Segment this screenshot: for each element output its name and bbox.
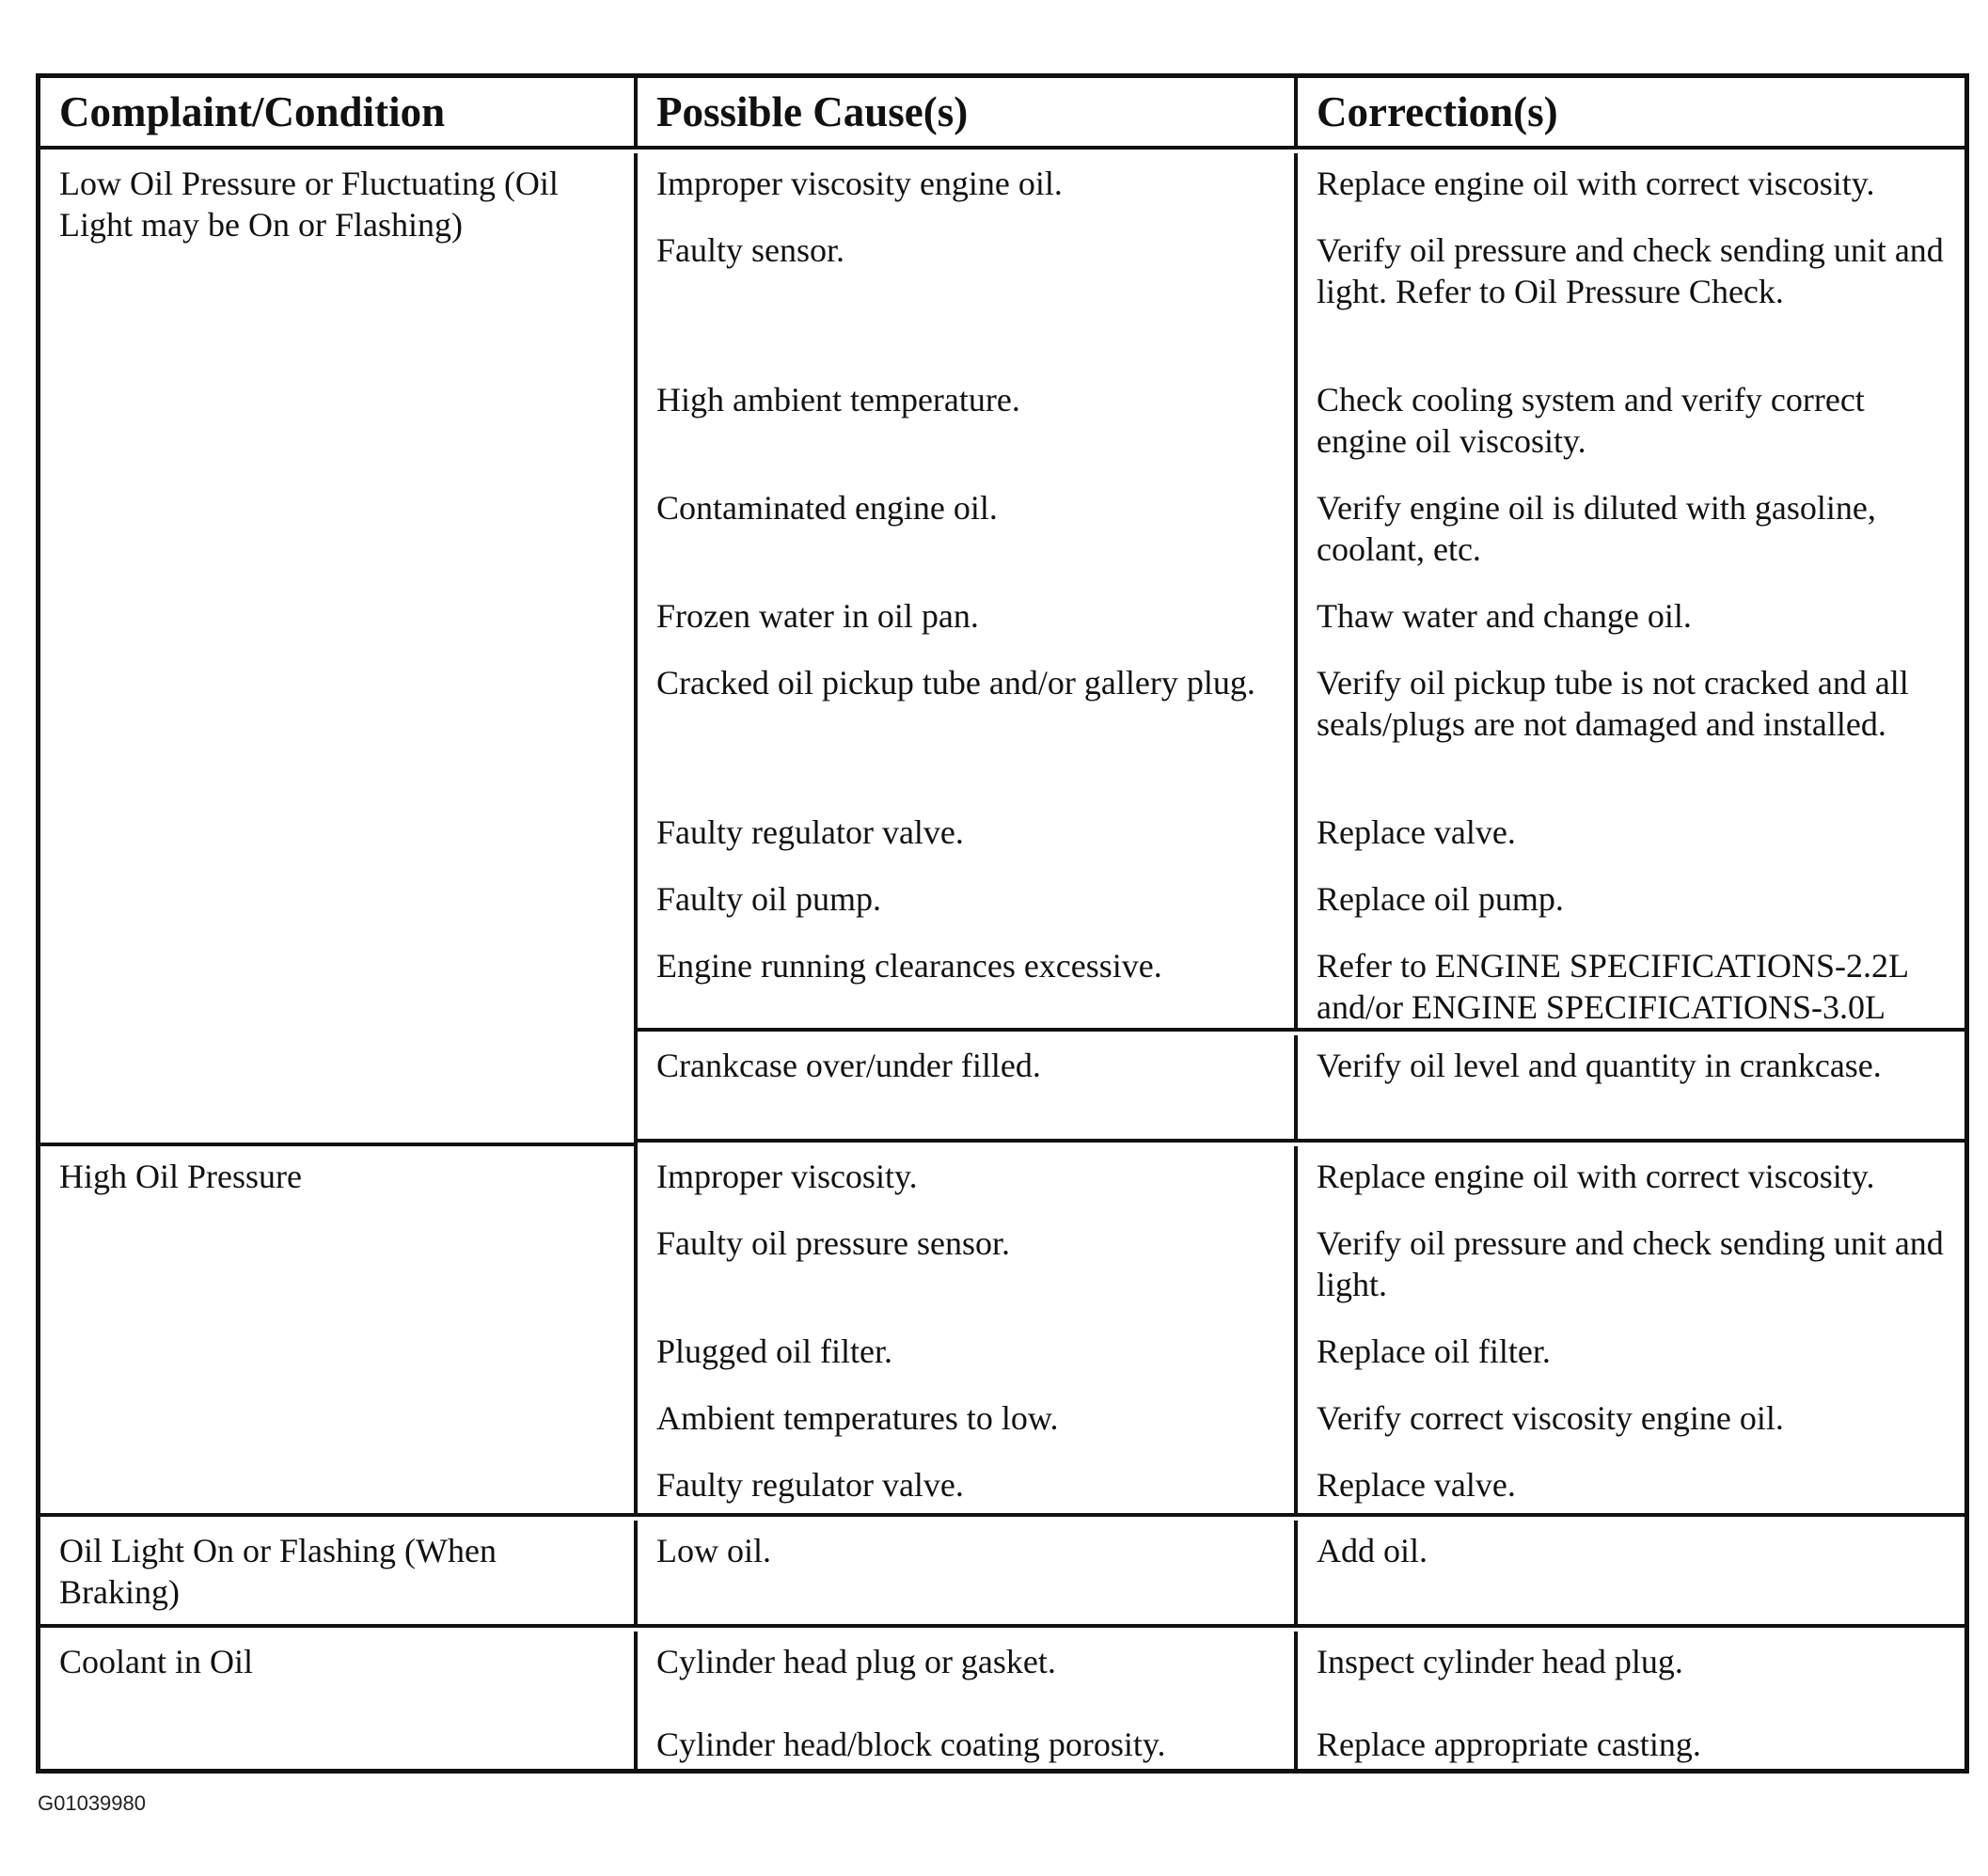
correction-item: Refer to ENGINE SPECIFICATIONS-2.2L and/or ENGINE SPECIFICATIONS-3.0L: [1317, 947, 1908, 1026]
condition-text: High Oil Pressure: [59, 1158, 302, 1195]
correction-item: Verify correct viscosity engine oil.: [1317, 1399, 1784, 1437]
cause-item: Faulty regulator valve.: [656, 813, 964, 851]
cause-item: Cracked oil pickup tube and/or gallery plug.: [656, 664, 1255, 702]
cause-item: Cylinder head/block coating porosity.: [656, 1726, 1166, 1763]
condition-coolant-in-oil: [40, 1632, 638, 1769]
condition-oil-light-braking: [40, 1521, 638, 1628]
causes-high-oil-pressure: [638, 1146, 1298, 1517]
correction-item: Replace appropriate casting.: [1317, 1726, 1701, 1763]
cause-item: Faulty oil pump.: [656, 880, 882, 918]
header-correction: Correction(s): [1298, 78, 1964, 150]
correction-item: Replace engine oil with correct viscosity.: [1317, 165, 1875, 202]
correction-item: Verify oil pressure and check sending unit and light.: [1317, 1224, 1944, 1303]
correction-item: Inspect cylinder head plug.: [1317, 1643, 1683, 1680]
correction-item: Replace valve.: [1317, 813, 1516, 851]
correction-item: Replace valve.: [1317, 1466, 1516, 1504]
header-complaint: Complaint/Condition: [40, 78, 638, 150]
cause-item: Improper viscosity.: [656, 1158, 918, 1195]
header-cause: Possible Cause(s): [638, 78, 1298, 150]
correction-add-oil: [1298, 1521, 1964, 1628]
cause-item: Contaminated engine oil.: [656, 489, 998, 527]
table-grid: [40, 78, 1964, 1769]
correction-item: Replace oil pump.: [1317, 880, 1564, 918]
correction-item: Add oil.: [1317, 1532, 1428, 1569]
cause-item: Ambient temperatures to low.: [656, 1399, 1059, 1437]
cause-crankcase: [638, 1035, 1298, 1143]
corrections-coolant-in-oil: [1298, 1632, 1964, 1769]
corrections-low-oil-pressure: [1298, 153, 1964, 1032]
cause-item: Faulty sensor.: [656, 231, 845, 269]
condition-text: Oil Light On or Flashing (When Braking): [59, 1532, 497, 1611]
cause-item: Plugged oil filter.: [656, 1332, 892, 1370]
cause-item: Frozen water in oil pan.: [656, 597, 979, 635]
correction-item: Verify engine oil is diluted with gasoline, coolant, etc.: [1317, 489, 1876, 568]
correction-item: Replace engine oil with correct viscosity.: [1317, 1158, 1875, 1195]
troubleshooting-table: [36, 73, 1969, 1774]
causes-low-oil-pressure: [638, 153, 1298, 1032]
condition-text: Low Oil Pressure or Fluctuating (Oil Light may be On or Flashing): [59, 165, 559, 244]
cause-item: Low oil.: [656, 1532, 771, 1569]
correction-item: Thaw water and change oil.: [1317, 597, 1692, 635]
cause-item: Improper viscosity engine oil.: [656, 165, 1063, 202]
corrections-high-oil-pressure: [1298, 1146, 1964, 1517]
correction-item: Verify oil level and quantity in crankcase.: [1317, 1047, 1882, 1084]
cause-item: Faulty oil pressure sensor.: [656, 1224, 1010, 1262]
cause-item: Faulty regulator valve.: [656, 1466, 964, 1504]
correction-item: Check cooling system and verify correct engine oil viscosity.: [1317, 381, 1865, 460]
cause-item: Cylinder head plug or gasket.: [656, 1643, 1056, 1680]
condition-low-oil-pressure: [40, 153, 638, 1146]
causes-coolant-in-oil: [638, 1632, 1298, 1769]
correction-crankcase: [1298, 1035, 1964, 1143]
condition-high-oil-pressure: [40, 1146, 638, 1517]
cause-item: High ambient temperature.: [656, 381, 1020, 418]
correction-item: Verify oil pickup tube is not cracked and all seals/plugs are not damaged and installed.: [1317, 664, 1909, 743]
cause-item: Engine running clearances excessive.: [656, 947, 1162, 985]
figure-code: G01039980: [38, 1791, 146, 1815]
cause-item: Crankcase over/under filled.: [656, 1047, 1041, 1084]
correction-item: Replace oil filter.: [1317, 1332, 1551, 1370]
correction-item: Verify oil pressure and check sending unit and light. Refer to Oil Pressure Check.: [1317, 231, 1944, 310]
condition-text: Coolant in Oil: [59, 1643, 253, 1680]
cause-low-oil: [638, 1521, 1298, 1628]
